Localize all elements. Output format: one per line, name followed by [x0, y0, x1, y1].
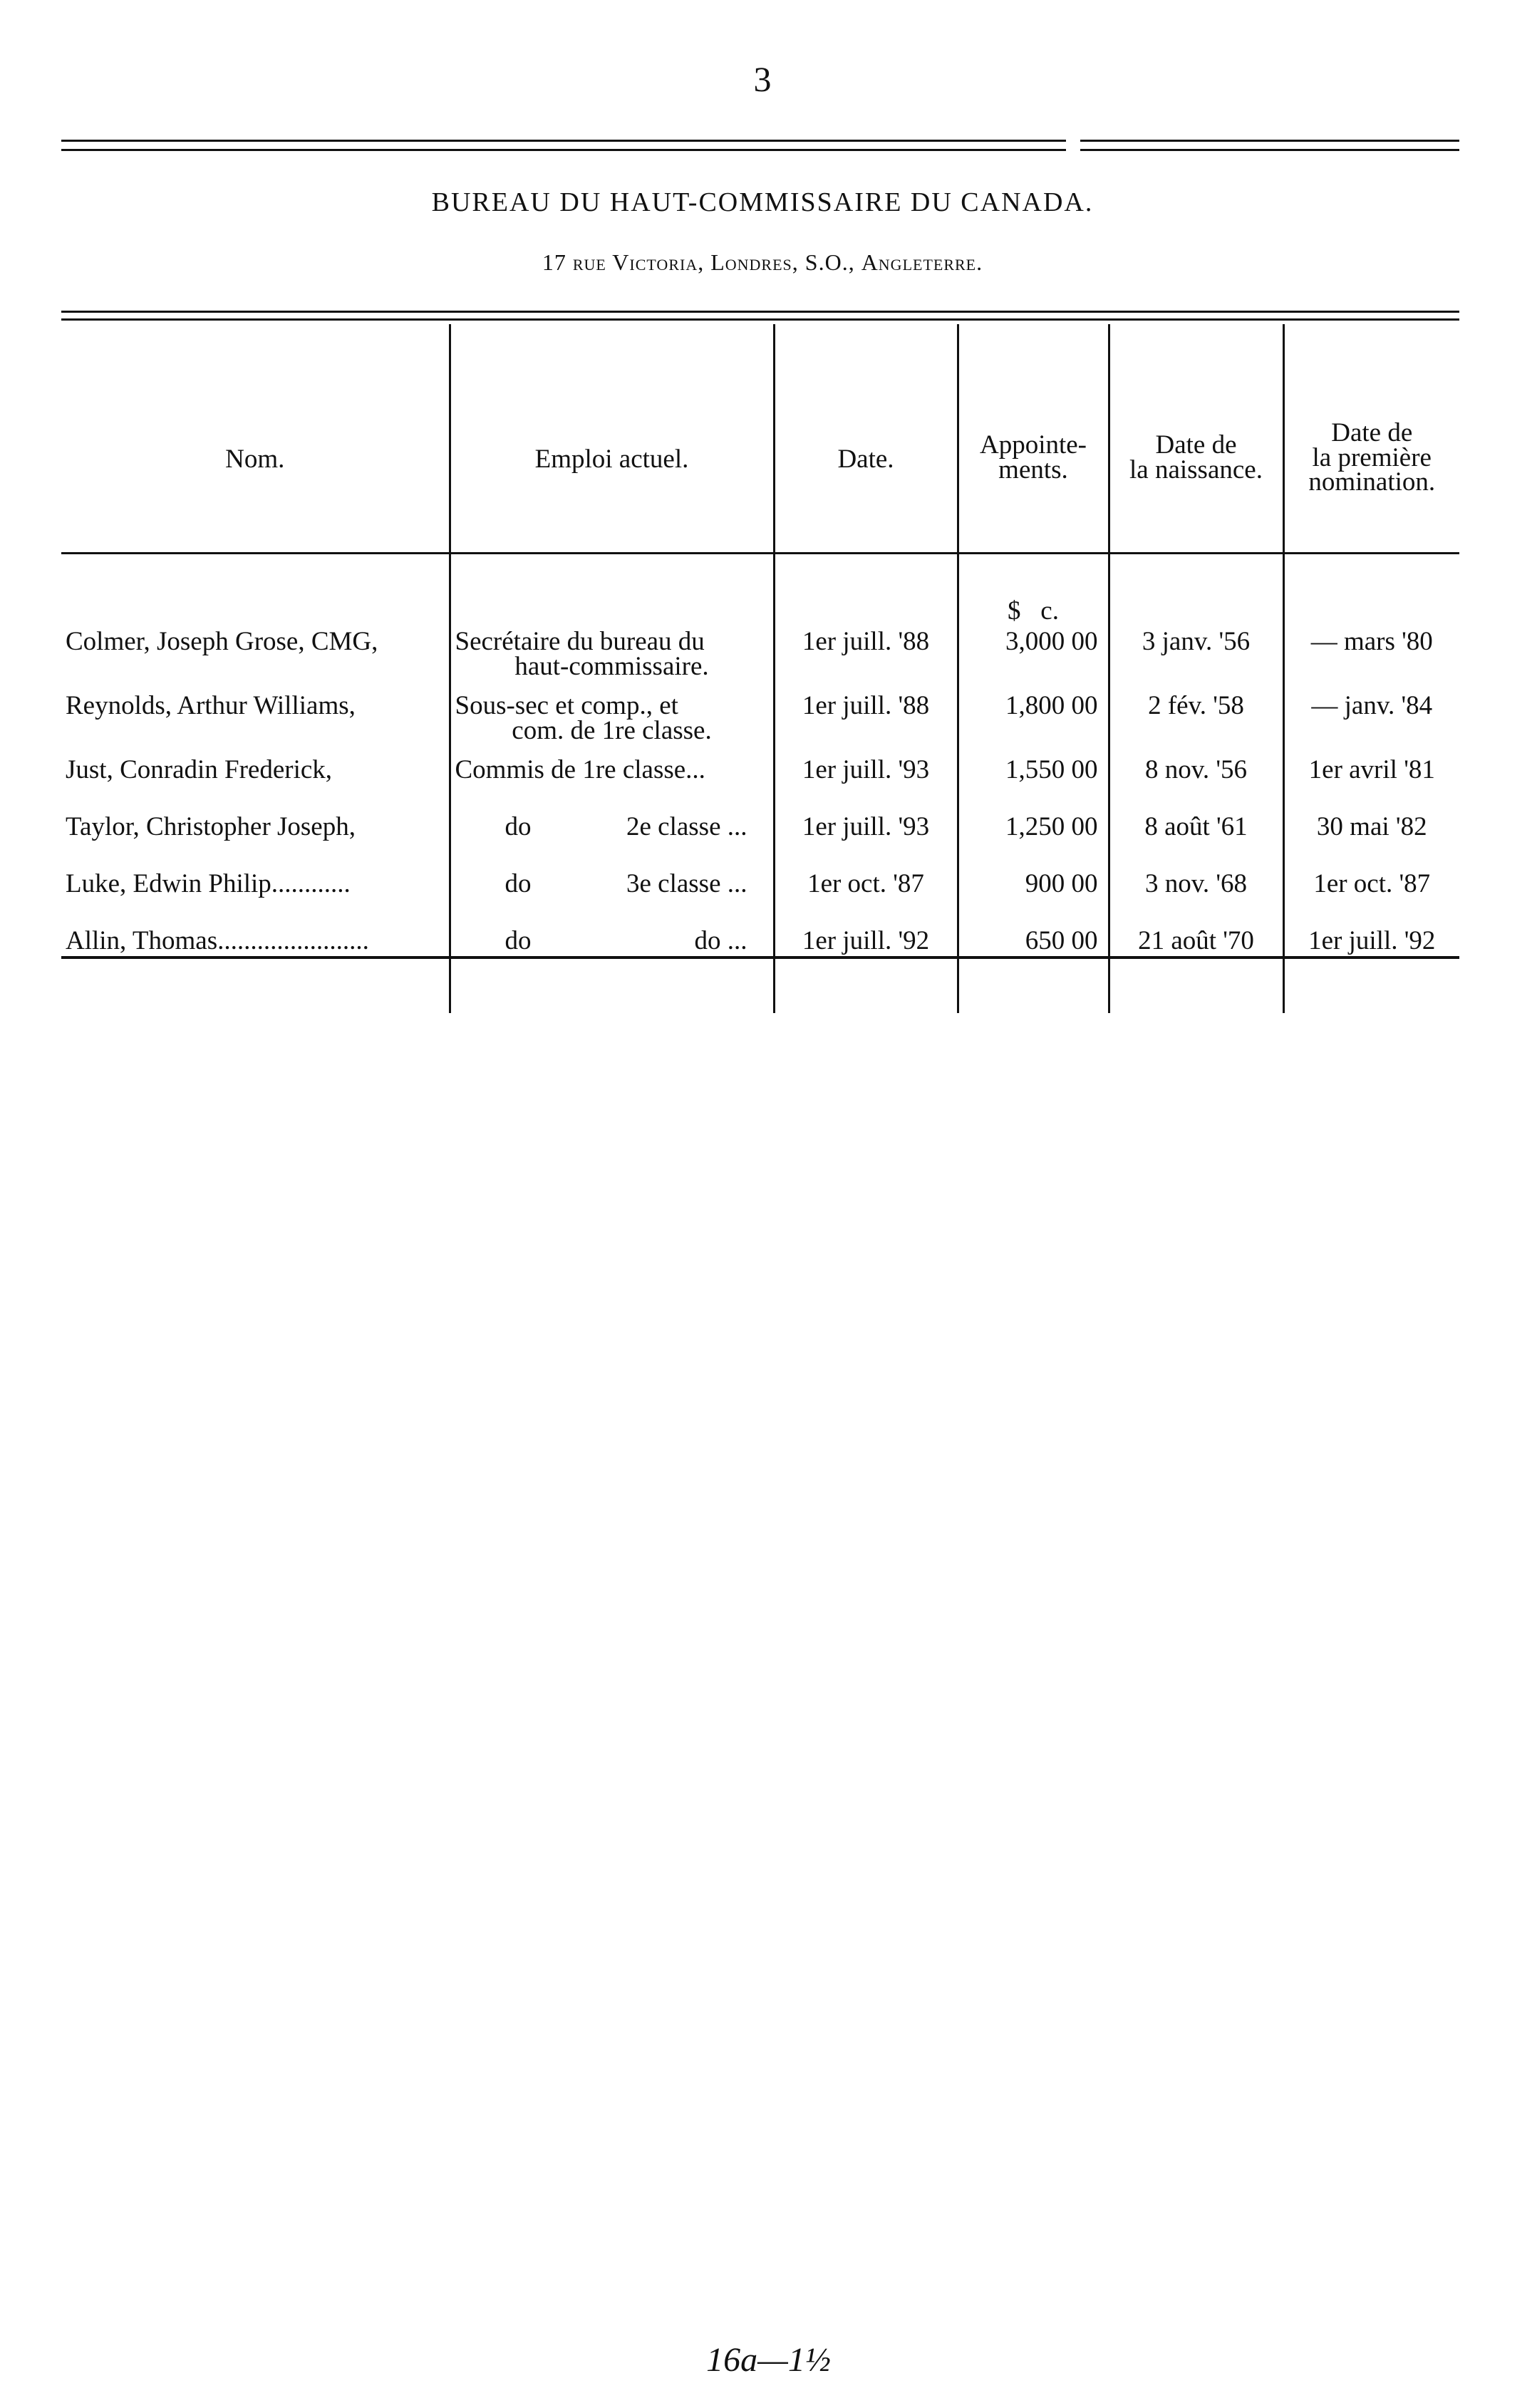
- cell-emploi-rest: 2e classe ...: [626, 812, 747, 841]
- header-naissance: [1109, 324, 1283, 554]
- cell-nomination: 1er juill. '92: [1283, 928, 1459, 1013]
- cell-emploi: Commis de 1re classe...: [450, 757, 774, 814]
- table-bottom-rule: [61, 956, 1459, 959]
- cell-date: 1er juill. '88: [774, 628, 958, 692]
- cell-nom: Just, Conradin Frederick,: [66, 755, 333, 784]
- address-country: Angleterre: [861, 249, 977, 275]
- address-city: Londres: [710, 249, 792, 275]
- cell-nomination: 1er oct. '87: [1283, 871, 1459, 928]
- staff-table-container: [61, 324, 1459, 1013]
- cell-appointements: 1,250 00: [958, 814, 1109, 871]
- staff-table: [61, 324, 1459, 1013]
- cell-emploi-ditto: do: [504, 812, 532, 841]
- table-row: [61, 814, 1459, 871]
- cell-naissance: 3 janv. '56: [1109, 628, 1283, 692]
- cell-emploi: [450, 692, 774, 757]
- table-row: [61, 692, 1459, 757]
- unit-dollars: $: [1008, 596, 1021, 626]
- header-naissance-line2: la naissance.: [1129, 455, 1263, 484]
- cell-emploi-line1: Sous-sec et comp., et: [455, 691, 678, 720]
- address-number: 17: [542, 249, 566, 275]
- cell-emploi-rest: do ...: [694, 926, 747, 955]
- page-number: 3: [753, 59, 772, 99]
- cell-nom: Colmer, Joseph Grose, CMG,: [66, 627, 378, 656]
- cell-emploi-line1: Secrétaire du bureau du: [455, 627, 705, 656]
- header-emploi: Emploi actuel.: [450, 324, 774, 554]
- units-cell: [958, 554, 1109, 629]
- header-appointements-line2: ments.: [998, 455, 1068, 484]
- cell-date: 1er juill. '92: [774, 928, 958, 1013]
- cell-emploi-ditto: do: [504, 926, 532, 955]
- cell-emploi-line2: haut-commissaire.: [514, 651, 709, 681]
- table-top-rule: [61, 311, 1459, 321]
- header-appointements: [958, 324, 1109, 554]
- units-row: [61, 554, 1459, 629]
- cell-appointements: 1,800 00: [958, 692, 1109, 757]
- header-nomination-line2: la première: [1312, 442, 1432, 472]
- cell-appointements: 1,550 00: [958, 757, 1109, 814]
- cell-nomination: — mars '80: [1283, 628, 1459, 692]
- header-nomination-line3: nomination.: [1308, 467, 1436, 497]
- cell-naissance: 21 août '70: [1109, 928, 1283, 1013]
- header-appointements-line1: Appointe-: [979, 430, 1087, 460]
- cell-nom: Reynolds, Arthur Williams,: [66, 691, 356, 720]
- cell-emploi-ditto: do: [504, 869, 532, 898]
- cell-naissance: 3 nov. '68: [1109, 871, 1283, 928]
- cell-naissance: 2 fév. '58: [1109, 692, 1283, 757]
- header-nom: Nom.: [61, 324, 450, 554]
- cell-emploi: [450, 871, 774, 928]
- cell-naissance: 8 nov. '56: [1109, 757, 1283, 814]
- table-row: [61, 628, 1459, 692]
- header-date: Date.: [774, 324, 958, 554]
- office-address: 17 rue Victoria, Londres, S.O., Angleterre.: [542, 249, 983, 275]
- address-street: rue Victoria: [572, 249, 698, 275]
- cell-nomination: 30 mai '82: [1283, 814, 1459, 871]
- cell-naissance: 8 août '61: [1109, 814, 1283, 871]
- cell-appointements: 650 00: [958, 928, 1109, 1013]
- header-naissance-line1: Date de: [1155, 430, 1237, 460]
- table-header-row: [61, 324, 1459, 554]
- header-nomination-line1: Date de: [1331, 417, 1413, 447]
- cell-date: 1er juill. '88: [774, 692, 958, 757]
- address-district: S.O.: [804, 249, 849, 275]
- cell-nom: Allin, Thomas.......................: [66, 926, 369, 955]
- cell-emploi: [450, 814, 774, 871]
- unit-cents: c.: [1040, 596, 1059, 626]
- cell-emploi: [450, 928, 774, 1013]
- cell-date: 1er juill. '93: [774, 814, 958, 871]
- cell-emploi-rest: 3e classe ...: [626, 869, 747, 898]
- cell-emploi: [450, 628, 774, 692]
- cell-appointements: 3,000 00: [958, 628, 1109, 692]
- cell-nomination: 1er avril '81: [1283, 757, 1459, 814]
- cell-nom: Luke, Edwin Philip............: [66, 869, 351, 898]
- cell-appointements: 900 00: [958, 871, 1109, 928]
- table-row: [61, 928, 1459, 1013]
- cell-emploi-line2: com. de 1re classe.: [512, 715, 712, 745]
- cell-date: 1er juill. '93: [774, 757, 958, 814]
- top-rule-left: [61, 140, 1066, 151]
- cell-nom: Taylor, Christopher Joseph,: [66, 812, 356, 841]
- cell-date: 1er oct. '87: [774, 871, 958, 928]
- table-row: [61, 757, 1459, 814]
- table-row: [61, 871, 1459, 928]
- signature-mark: 16a—1½: [706, 2341, 831, 2379]
- document-heading: BUREAU DU HAUT-COMMISSAIRE DU CANADA.: [431, 187, 1094, 217]
- cell-nomination: — janv. '84: [1283, 692, 1459, 757]
- top-rule-right: [1080, 140, 1459, 151]
- header-nomination: [1283, 324, 1459, 554]
